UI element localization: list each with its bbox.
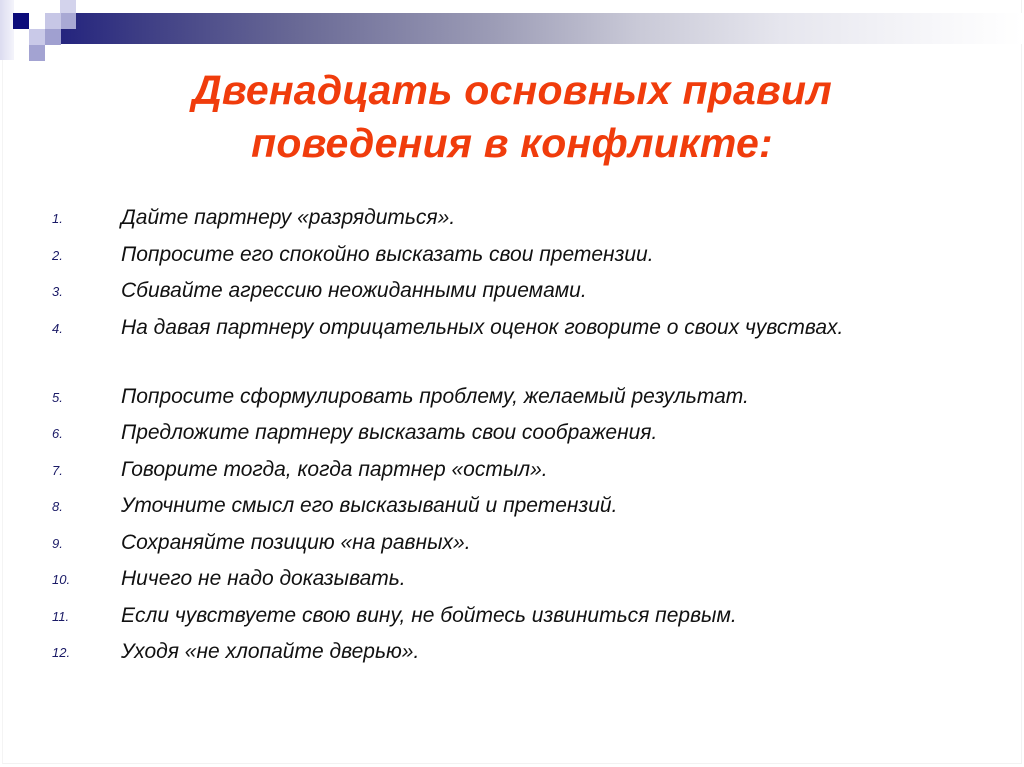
item-number: 2. [52, 247, 63, 263]
item-number: 9. [52, 535, 63, 551]
item-text: Дайте партнеру «разрядиться». [121, 206, 456, 229]
list-item [0, 563, 1024, 600]
item-text: Уточните смысл его высказываний и претензий. [121, 494, 618, 517]
slide-title [0, 64, 1024, 170]
decor-square-column [0, 0, 14, 60]
list-item [0, 239, 1024, 276]
item-text: Уходя «не хлопайте дверью». [121, 640, 420, 663]
header-gradient-bar [60, 13, 1022, 44]
title-line-2: поведения в конфликте: [251, 120, 773, 166]
title-line-1: Двенадцать основных правил [192, 67, 832, 113]
decor-square-navy [13, 13, 29, 29]
item-text: Если чувствуете свою вину, не бойтесь извиниться первым. [121, 603, 737, 627]
item-number: 5. [52, 389, 63, 405]
decor-square [29, 29, 45, 45]
item-number: 6. [52, 426, 63, 441]
list-item [0, 454, 1024, 491]
decor-square [60, 0, 76, 14]
list-item [0, 417, 1024, 454]
item-text: Говорите тогда, когда партнер «остыл». [121, 457, 548, 481]
rules-list [0, 202, 1024, 673]
decor-square [45, 13, 61, 29]
item-number: 3. [52, 284, 63, 299]
item-number: 12. [52, 645, 71, 660]
list-item [0, 275, 1024, 312]
list-item [0, 312, 1024, 381]
list-item [0, 202, 1024, 239]
decor-square [60, 13, 76, 29]
item-number: 4. [52, 320, 63, 336]
item-text: Попросите сформулировать проблему, желаемый результат. [121, 384, 749, 408]
item-number: 1. [52, 211, 63, 226]
list-item [0, 600, 1024, 637]
item-number: 11. [52, 608, 70, 624]
list-item [0, 527, 1024, 564]
item-text: На давая партнеру отрицательных оценок говорите о своих чувствах. [121, 315, 844, 339]
item-number: 10. [52, 572, 71, 587]
item-text: Предложите партнеру высказать свои соображения. [121, 421, 658, 444]
list-item [0, 636, 1024, 673]
item-number: 8. [52, 499, 63, 514]
item-text: Попросите его спокойно высказать свои претензии. [121, 242, 654, 266]
list-item [0, 381, 1024, 418]
item-number: 7. [52, 462, 63, 478]
list-item [0, 490, 1024, 527]
item-text: Сбивайте агрессию неожиданными приемами. [121, 279, 587, 302]
decor-square [45, 29, 61, 45]
item-text: Ничего не надо доказывать. [121, 567, 406, 590]
item-text: Сохраняйте позицию «на равных». [121, 530, 471, 554]
decor-square [29, 45, 45, 61]
